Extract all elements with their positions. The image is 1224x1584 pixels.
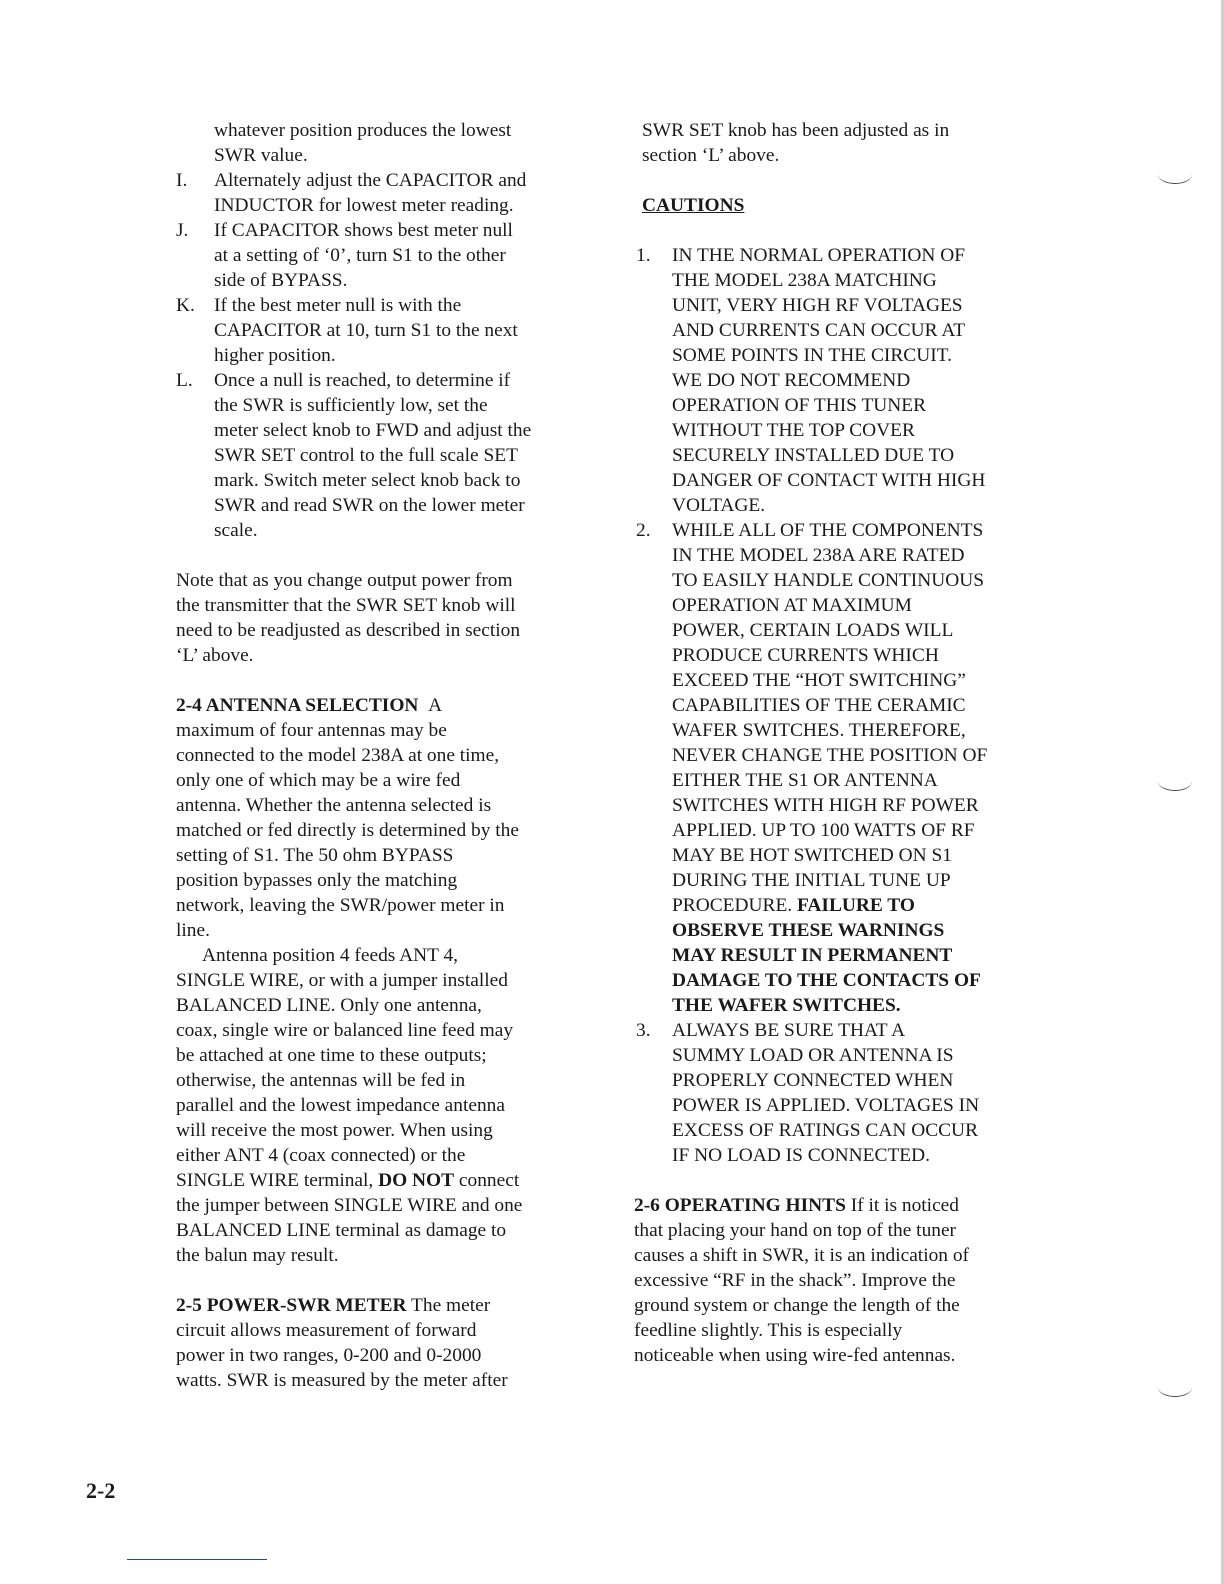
text-line: SWR SET control to the full scale SET — [214, 445, 518, 466]
text-line: EITHER THE S1 OR ANTENNA — [672, 770, 938, 791]
text-line: POWER, CERTAIN LOADS WILL — [672, 620, 954, 641]
text-line: PROPERLY CONNECTED WHEN — [672, 1070, 954, 1091]
text-line: maximum of four antennas may be — [176, 720, 447, 741]
step-marker: K. — [176, 295, 195, 316]
text-line: causes a shift in SWR, it is an indication of — [634, 1245, 969, 1266]
text-line: CAPABILITIES OF THE CERAMIC — [672, 695, 966, 716]
text-line: UNIT, VERY HIGH RF VOLTAGES — [672, 295, 963, 316]
text-run: If it is noticed — [845, 1195, 959, 1216]
text-line: circuit allows measurement of forward — [176, 1320, 477, 1341]
text-line: APPLIED. UP TO 100 WATTS OF RF — [672, 820, 975, 841]
text-line: that placing your hand on top of the tuner — [634, 1220, 957, 1241]
text-line: meter select knob to FWD and adjust the — [214, 420, 532, 441]
text-line: EXCESS OF RATINGS CAN OCCUR — [672, 1120, 978, 1141]
text-line: SECURELY INSTALLED DUE TO — [672, 445, 955, 466]
text-line: SWITCHES WITH HIGH RF POWER — [672, 795, 979, 816]
text-line: whatever position produces the lowest — [214, 120, 512, 141]
text-run: The meter — [406, 1295, 491, 1316]
do-not-warning: DO NOT — [378, 1170, 455, 1191]
text-line — [634, 1193, 1044, 1218]
caution-item — [634, 1018, 1044, 1168]
text-line: setting of S1. The 50 ohm BYPASS — [176, 845, 454, 866]
text-line: WHILE ALL OF THE COMPONENTS — [672, 520, 984, 541]
caution-marker: 3. — [636, 1020, 651, 1041]
text-line: OPERATION AT MAXIMUM — [672, 595, 912, 616]
warning-text: DAMAGE TO THE CONTACTS OF — [672, 970, 981, 991]
cautions-list — [634, 243, 1044, 1168]
text-line: either ANT 4 (coax connected) or the — [176, 1145, 466, 1166]
text-line: section ‘L’ above. — [642, 145, 780, 166]
text-line: Once a null is reached, to determine if — [214, 370, 511, 391]
text-line: VOLTAGE. — [672, 495, 766, 516]
text-line: will receive the most power. When using — [176, 1120, 493, 1141]
text-line: excessive “RF in the shack”. Improve the — [634, 1270, 956, 1291]
text-line: line. — [176, 920, 210, 941]
text-line: noticeable when using wire-fed antennas. — [634, 1345, 956, 1366]
text-line: mark. Switch meter select knob back to — [214, 470, 521, 491]
text-line: parallel and the lowest impedance antenna — [176, 1095, 505, 1116]
text-line: THE MODEL 238A MATCHING — [672, 270, 937, 291]
text-run: PROCEDURE. — [672, 895, 797, 916]
text-line: Alternately adjust the CAPACITOR and — [214, 170, 527, 191]
text-line: coax, single wire or balanced line feed may — [176, 1020, 514, 1041]
text-line: EXCEED THE “HOT SWITCHING” — [672, 670, 966, 691]
page-number: 2-2 — [86, 1478, 116, 1503]
text-line — [672, 893, 1044, 918]
text-line — [176, 1293, 588, 1318]
text-line: MAY BE HOT SWITCHED ON S1 — [672, 845, 952, 866]
text-line: IF NO LOAD IS CONNECTED. — [672, 1145, 930, 1166]
section-heading: 2-5 POWER-SWR METER — [176, 1295, 407, 1316]
continued-text — [634, 118, 1044, 168]
section-heading: 2-4 ANTENNA SELECTION — [176, 695, 419, 716]
text-line: SWR SET knob has been adjusted as in — [642, 120, 950, 141]
text-line: the jumper between SINGLE WIRE and one — [176, 1195, 523, 1216]
caution-marker: 1. — [636, 245, 651, 266]
step-item — [176, 293, 588, 368]
text-line: feedline slightly. This is especially — [634, 1320, 903, 1341]
text-line: ground system or change the length of the — [634, 1295, 960, 1316]
text-line: BALANCED LINE. Only one antenna, — [176, 995, 482, 1016]
text-line: side of BYPASS. — [214, 270, 348, 291]
right-column — [634, 118, 1044, 1368]
text-line: IN THE MODEL 238A ARE RATED — [672, 545, 965, 566]
text-line: PRODUCE CURRENTS WHICH — [672, 645, 939, 666]
operating-hints-section — [634, 1193, 1044, 1368]
warning-text: MAY RESULT IN PERMANENT — [672, 945, 953, 966]
text-line: SINGLE WIRE, or with a jumper installed — [176, 970, 508, 991]
text-line: Note that as you change output power from — [176, 570, 513, 591]
left-column — [176, 118, 588, 1393]
text-line — [672, 918, 1044, 943]
power-swr-meter-section — [176, 1293, 588, 1393]
text-line — [672, 943, 1044, 968]
text-line: TO EASILY HANDLE CONTINUOUS — [672, 570, 985, 591]
text-line: OPERATION OF THIS TUNER — [672, 395, 927, 416]
text-line: only one of which may be a wire fed — [176, 770, 461, 791]
scan-edge-mark — [1158, 772, 1192, 791]
text-line: power in two ranges, 0-200 and 0-2000 — [176, 1345, 482, 1366]
text-line: Antenna position 4 feeds ANT 4, — [202, 945, 458, 966]
text-line: CAPACITOR at 10, turn S1 to the next — [214, 320, 518, 341]
text-line: INDUCTOR for lowest meter reading. — [214, 195, 514, 216]
cautions-heading: CAUTIONS — [642, 195, 745, 216]
warning-text: THE WAFER SWITCHES. — [672, 995, 901, 1016]
step-item — [176, 218, 588, 293]
text-line: IN THE NORMAL OPERATION OF — [672, 245, 966, 266]
text-run: SINGLE WIRE terminal, — [176, 1170, 379, 1191]
text-line: be attached at one time to these outputs; — [176, 1045, 487, 1066]
scan-edge-mark — [1158, 1378, 1192, 1397]
tuning-steps-list — [176, 168, 588, 543]
step-marker: J. — [176, 220, 189, 241]
text-run: connect — [454, 1170, 520, 1191]
text-line: DANGER OF CONTACT WITH HIGH — [672, 470, 986, 491]
text-line — [176, 693, 588, 718]
text-line: network, leaving the SWR/power meter in — [176, 895, 505, 916]
section-heading: 2-6 OPERATING HINTS — [634, 1195, 846, 1216]
text-line: SUMMY LOAD OR ANTENNA IS — [672, 1045, 954, 1066]
text-line: higher position. — [214, 345, 336, 366]
text-line: watts. SWR is measured by the meter after — [176, 1370, 508, 1391]
text-line: the balun may result. — [176, 1245, 339, 1266]
text-line: AND CURRENTS CAN OCCUR AT — [672, 320, 966, 341]
text-line: DURING THE INITIAL TUNE UP — [672, 870, 951, 891]
caution-item — [634, 518, 1044, 1018]
text-line: antenna. Whether the antenna selected is — [176, 795, 492, 816]
text-line — [176, 1168, 588, 1193]
step-item — [176, 168, 588, 218]
text-line: the SWR is sufficiently low, set the — [214, 395, 488, 416]
text-line: connected to the model 238A at one time, — [176, 745, 500, 766]
swr-note-paragraph — [176, 568, 588, 668]
caution-marker: 2. — [636, 520, 651, 541]
text-line: SOME POINTS IN THE CIRCUIT. — [672, 345, 952, 366]
text-line: ‘L’ above. — [176, 645, 254, 666]
text-line: position bypasses only the matching — [176, 870, 458, 891]
text-line: WAFER SWITCHES. THEREFORE, — [672, 720, 966, 741]
scan-edge-mark — [1158, 165, 1192, 184]
intro-text — [176, 118, 588, 168]
text-line: matched or fed directly is determined by the — [176, 820, 519, 841]
text-line — [672, 968, 1044, 993]
text-line: BALANCED LINE terminal as damage to — [176, 1220, 507, 1241]
text-line — [672, 993, 1044, 1018]
text-line: SWR value. — [214, 145, 308, 166]
text-run: A — [428, 695, 443, 716]
caution-item — [634, 243, 1044, 518]
text-line: POWER IS APPLIED. VOLTAGES IN — [672, 1095, 980, 1116]
text-line: need to be readjusted as described in section — [176, 620, 521, 641]
text-line: SWR and read SWR on the lower meter — [214, 495, 525, 516]
footer-rule — [127, 1559, 267, 1560]
step-marker: L. — [176, 370, 193, 391]
text-line: WE DO NOT RECOMMEND — [672, 370, 911, 391]
text-line: at a setting of ‘0’, turn S1 to the other — [214, 245, 506, 266]
warning-text: FAILURE TO — [796, 895, 915, 916]
text-line: If CAPACITOR shows best meter null — [214, 220, 513, 241]
step-marker: I. — [176, 170, 188, 191]
text-line: NEVER CHANGE THE POSITION OF — [672, 745, 988, 766]
text-line: scale. — [214, 520, 258, 541]
text-line: the transmitter that the SWR SET knob will — [176, 595, 516, 616]
antenna-selection-section — [176, 693, 588, 1268]
text-line: otherwise, the antennas will be fed in — [176, 1070, 466, 1091]
text-line: WITHOUT THE TOP COVER — [672, 420, 915, 441]
text-line: If the best meter null is with the — [214, 295, 462, 316]
text-line: ALWAYS BE SURE THAT A — [672, 1020, 906, 1041]
step-item — [176, 368, 588, 543]
warning-text: OBSERVE THESE WARNINGS — [672, 920, 945, 941]
